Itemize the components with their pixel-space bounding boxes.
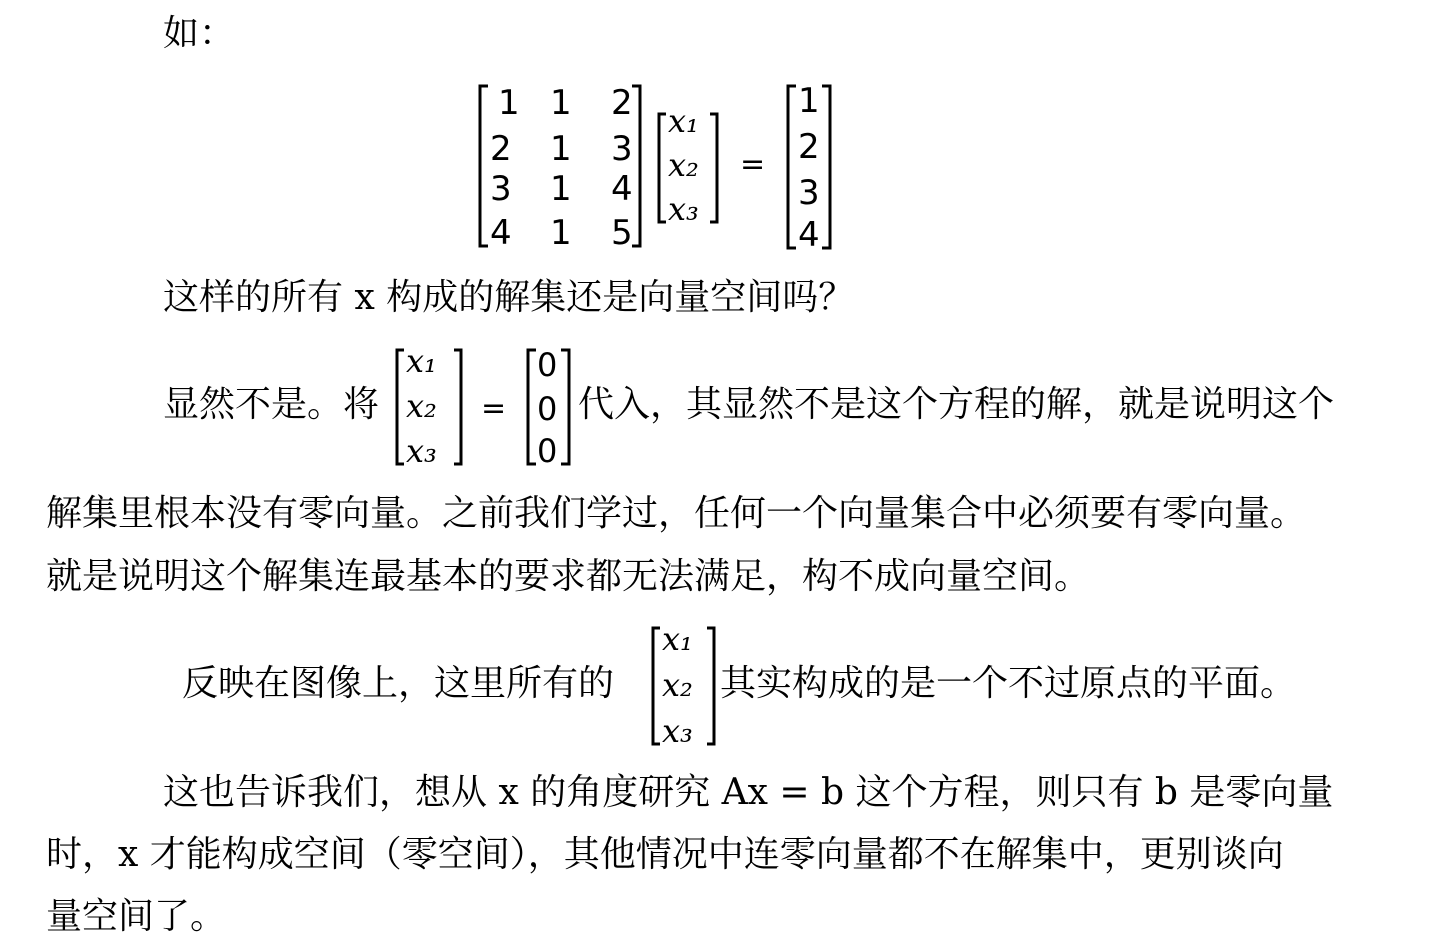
matrix-left-bracket <box>480 86 488 246</box>
rhs-entry: 1 <box>798 81 820 121</box>
zero-right-bracket <box>561 350 569 464</box>
answer-line-2: 解集里根本没有零向量。之前我们学过，任何一个向量集合中必须要有零向量。 <box>46 493 1307 534</box>
vector-entry: x₂ <box>406 387 437 425</box>
vector-left-bracket <box>653 628 660 744</box>
matrix-cell: 4 <box>490 213 512 253</box>
vector-entry: x₁ <box>662 620 693 658</box>
matrix-right-bracket <box>632 86 640 246</box>
vector-entry: x₁ <box>406 342 437 380</box>
answer-suffix: 代入，其显然不是这个方程的解，就是说明这个 <box>578 384 1335 425</box>
answer-prefix: 显然不是。将 <box>163 384 380 425</box>
matrix-cell: 1 <box>550 129 572 169</box>
matrix-cell: 5 <box>611 213 633 253</box>
intro-label: 如： <box>163 13 236 54</box>
vector-entry: x₂ <box>662 666 693 704</box>
matrix-cell: 1 <box>550 213 572 253</box>
vector-right-bracket <box>710 114 717 222</box>
conclusion-line-2: 时，x 才能构成空间（零空间），其他情况中连零向量都不在解集中，更别谈向 <box>46 834 1284 875</box>
vector-entry: x₃ <box>406 432 437 470</box>
vector-entry: x₂ <box>668 146 699 184</box>
rhs-entry: 3 <box>798 173 820 213</box>
matrix-cell: 2 <box>611 83 633 123</box>
vector-left-bracket <box>397 350 404 464</box>
rhs-left-bracket <box>788 86 796 248</box>
rhs-entry: 2 <box>798 127 820 167</box>
coefficient-matrix <box>490 83 633 253</box>
matrix-cell: 1 <box>498 83 520 123</box>
variable-vector-inline <box>645 620 725 750</box>
vector-right-bracket <box>454 350 461 464</box>
rhs-vector <box>798 81 820 255</box>
question-text: 这样的所有 x 构成的解集还是向量空间吗？ <box>163 277 855 318</box>
matrix-cell: 3 <box>611 129 633 169</box>
matrix-cell: 2 <box>490 129 512 169</box>
conclusion-line-1: 这也告诉我们，想从 x 的角度研究 Ax = b 这个方程，则只有 b 是零向量 <box>163 772 1334 813</box>
matrix-cell: 1 <box>550 169 572 209</box>
equals-sign: = <box>740 147 766 182</box>
zero-entry: 0 <box>537 390 558 428</box>
reflection-suffix: 其实构成的是一个不过原点的平面。 <box>720 663 1297 704</box>
vector-entry: x₃ <box>668 190 699 228</box>
reflection-prefix: 反映在图像上，这里所有的 <box>182 663 615 704</box>
zero-entry: 0 <box>537 432 558 470</box>
vector-entry: x₁ <box>668 102 699 140</box>
matrix-cell: 1 <box>550 83 572 123</box>
matrix-cell: 3 <box>490 169 512 209</box>
matrix-equation <box>470 80 850 260</box>
equals-sign: = <box>481 391 507 426</box>
rhs-entry: 4 <box>798 215 820 255</box>
variable-vector <box>668 102 699 228</box>
vector-left-bracket <box>659 114 666 222</box>
vector-right-bracket <box>707 628 714 744</box>
zero-entry: 0 <box>537 346 558 384</box>
vector-entry: x₃ <box>662 712 693 750</box>
zero-substitution <box>392 340 582 472</box>
answer-line-3: 就是说明这个解集连最基本的要求都无法满足，构不成向量空间。 <box>46 556 1091 597</box>
conclusion-line-3: 量空间了。 <box>46 896 227 937</box>
matrix-cell: 4 <box>611 169 633 209</box>
zero-left-bracket <box>528 350 536 464</box>
rhs-right-bracket <box>822 86 830 248</box>
